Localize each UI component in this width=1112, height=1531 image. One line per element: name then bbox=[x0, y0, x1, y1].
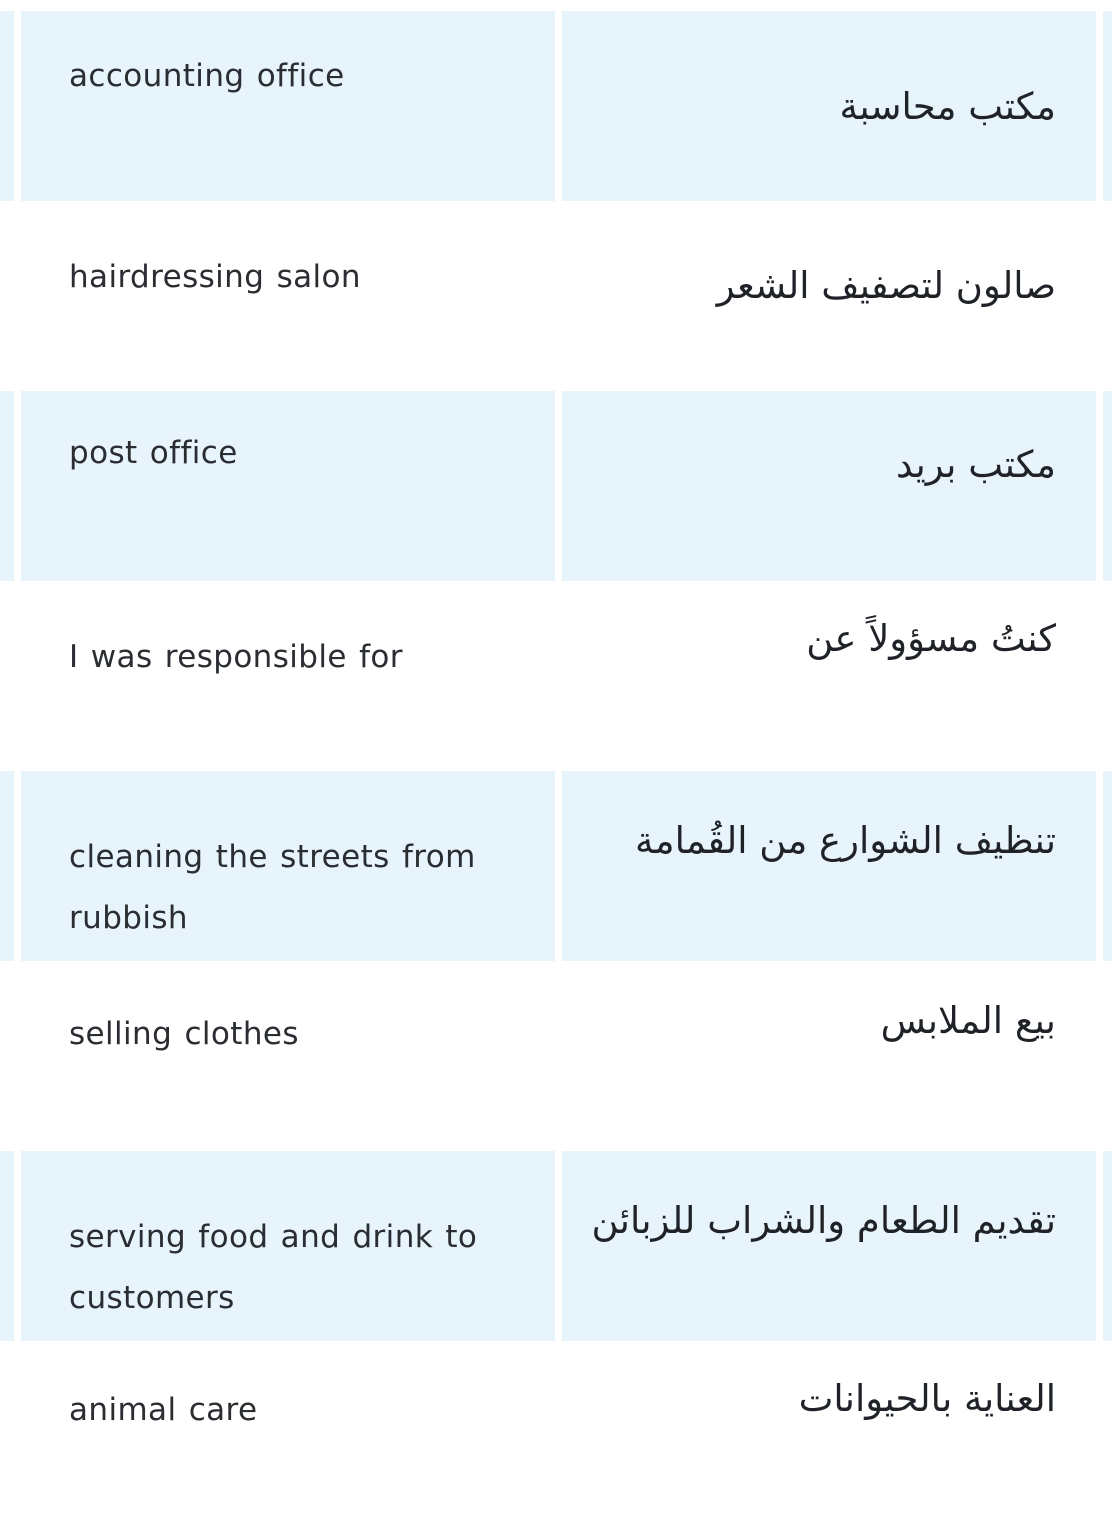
english-term: post office bbox=[69, 435, 238, 471]
english-cell bbox=[21, 771, 555, 961]
english-term: hairdressing salon bbox=[69, 259, 361, 295]
table-row[interactable] bbox=[0, 11, 1112, 201]
table-row[interactable] bbox=[0, 771, 1112, 961]
table-row[interactable] bbox=[0, 961, 1112, 1151]
vocabulary-table bbox=[0, 11, 1112, 1531]
arabic-cell bbox=[562, 581, 1096, 771]
arabic-term: مكتب محاسبة bbox=[839, 85, 1056, 128]
arabic-term: العناية بالحيوانات bbox=[798, 1377, 1056, 1420]
row-edge-right bbox=[1103, 11, 1112, 201]
arabic-cell bbox=[562, 201, 1096, 391]
row-edge-right bbox=[1103, 771, 1112, 961]
arabic-cell bbox=[562, 391, 1096, 581]
row-edge-left bbox=[0, 391, 14, 581]
row-edge-left bbox=[0, 771, 14, 961]
english-term: serving food and drink to customers bbox=[69, 1219, 478, 1316]
english-cell bbox=[21, 581, 555, 771]
english-cell bbox=[21, 961, 555, 1151]
arabic-cell bbox=[562, 771, 1096, 961]
english-term: cleaning the streets from rubbish bbox=[69, 839, 476, 936]
english-term: selling clothes bbox=[69, 1016, 299, 1052]
table-row[interactable] bbox=[0, 391, 1112, 581]
english-term: animal care bbox=[69, 1392, 258, 1428]
english-cell bbox=[21, 11, 555, 201]
arabic-term: تقديم الطعام والشراب للزبائن bbox=[591, 1199, 1056, 1242]
english-term: I was responsible for bbox=[69, 639, 403, 675]
arabic-cell bbox=[562, 961, 1096, 1151]
row-edge-right bbox=[1103, 391, 1112, 581]
arabic-term: صالون لتصفيف الشعر bbox=[716, 264, 1056, 307]
table-row[interactable] bbox=[0, 1341, 1112, 1531]
arabic-cell bbox=[562, 1341, 1096, 1531]
english-cell bbox=[21, 201, 555, 391]
english-cell bbox=[21, 1341, 555, 1531]
table-row[interactable] bbox=[0, 201, 1112, 391]
arabic-term: تنظيف الشوارع من القُمامة bbox=[634, 819, 1056, 862]
row-edge-left bbox=[0, 11, 14, 201]
english-cell bbox=[21, 1151, 555, 1341]
english-term: accounting office bbox=[69, 58, 345, 94]
arabic-cell bbox=[562, 11, 1096, 201]
english-cell bbox=[21, 391, 555, 581]
arabic-term: بيع الملابس bbox=[880, 999, 1056, 1042]
arabic-cell bbox=[562, 1151, 1096, 1341]
row-edge-right bbox=[1103, 1151, 1112, 1341]
table-row[interactable] bbox=[0, 1151, 1112, 1341]
arabic-term: كنتُ مسؤولاً عن bbox=[806, 617, 1056, 660]
table-row[interactable] bbox=[0, 581, 1112, 771]
arabic-term: مكتب بريد bbox=[896, 443, 1056, 486]
row-edge-left bbox=[0, 1151, 14, 1341]
